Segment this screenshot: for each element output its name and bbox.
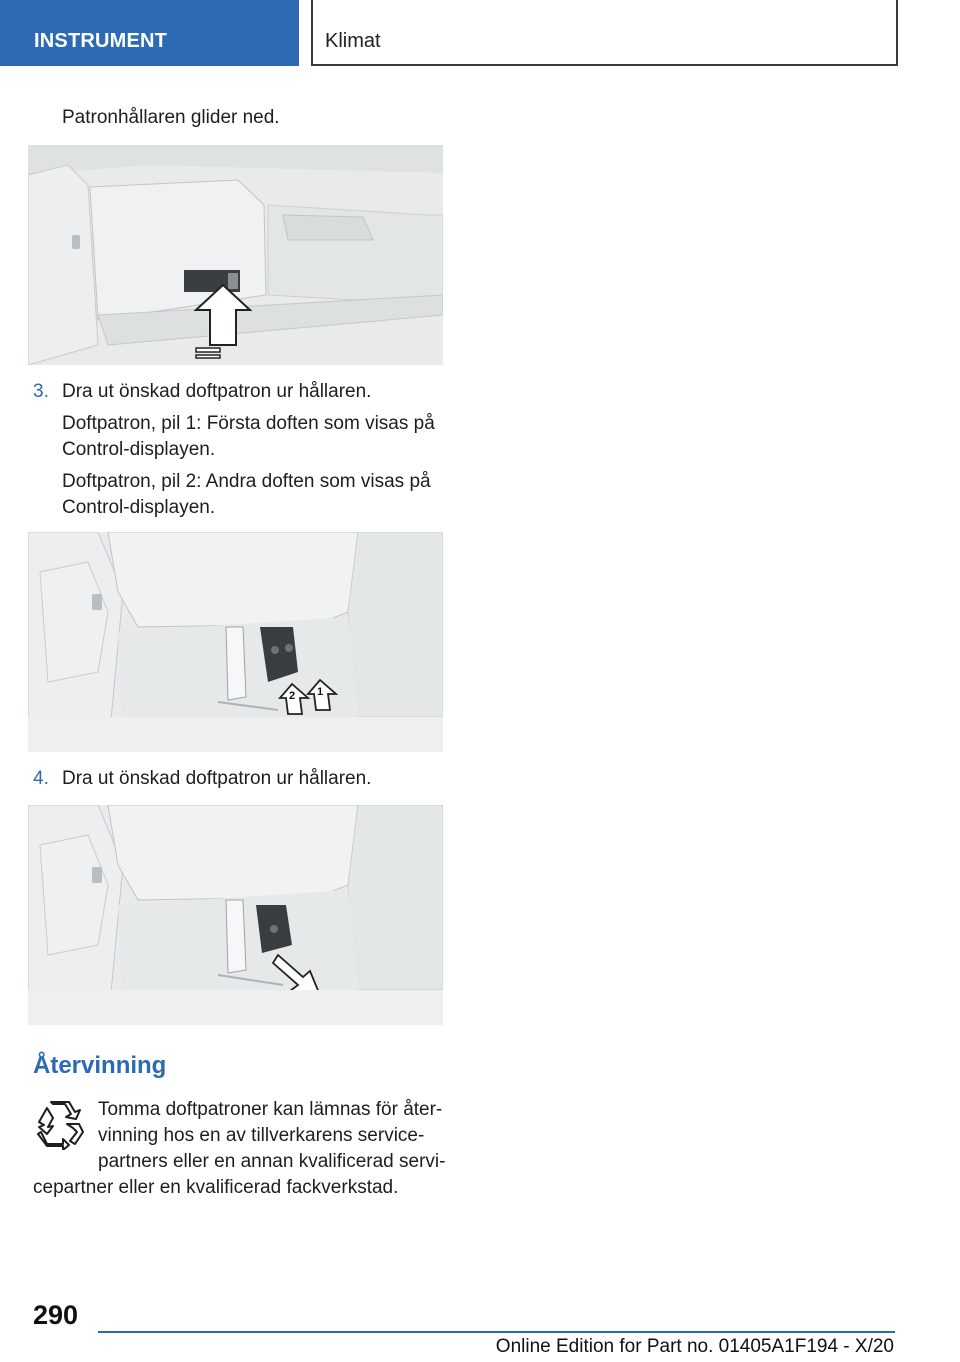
step-number: 4. [33,768,49,789]
step-note: Control-displayen. [62,497,216,518]
arrow-label-2: 2 [289,690,296,702]
arrow-label-1: 1 [317,686,324,698]
chapter-tab [311,0,898,66]
step-note: Doftpatron, pil 1: Första doften som visas på [62,413,435,434]
step-note: Doftpatron, pil 2: Andra doften som visas på [62,471,431,492]
section-heading: Återvinning [33,1052,167,1079]
page-number: 290 [33,1300,79,1330]
figure-cartridge-removal [28,805,443,1025]
section-title: INSTRUMENT [34,30,168,52]
paragraph-line: cepartner eller en kvalificerad fackverkstad. [33,1177,399,1198]
step-note: Control-displayen. [62,439,216,460]
figure-cartridge-arrows [28,532,443,752]
figure-cartridge-holder-lowered [28,145,443,365]
footer-divider [98,1331,895,1333]
section-tab [0,0,299,66]
step-number: 3. [33,381,49,402]
paragraph-line: vinning hos en av tillverkarens service- [98,1125,425,1146]
step-text: Dra ut önskad doftpatron ur hållaren. [62,768,372,789]
paragraph-line: partners eller en annan kvalificerad servi- [98,1151,446,1172]
chapter-title: Klimat [325,30,381,52]
step-text: Dra ut önskad doftpatron ur hållaren. [62,381,372,402]
intro-text: Patronhållaren glider ned. [62,107,280,128]
paragraph-line: Tomma doftpatroner kan lämnas för åter- [98,1099,443,1120]
recycle-icon [33,1098,85,1150]
footer-edition: Online Edition for Part no. 01405A1F194 - X/20 [495,1336,894,1357]
